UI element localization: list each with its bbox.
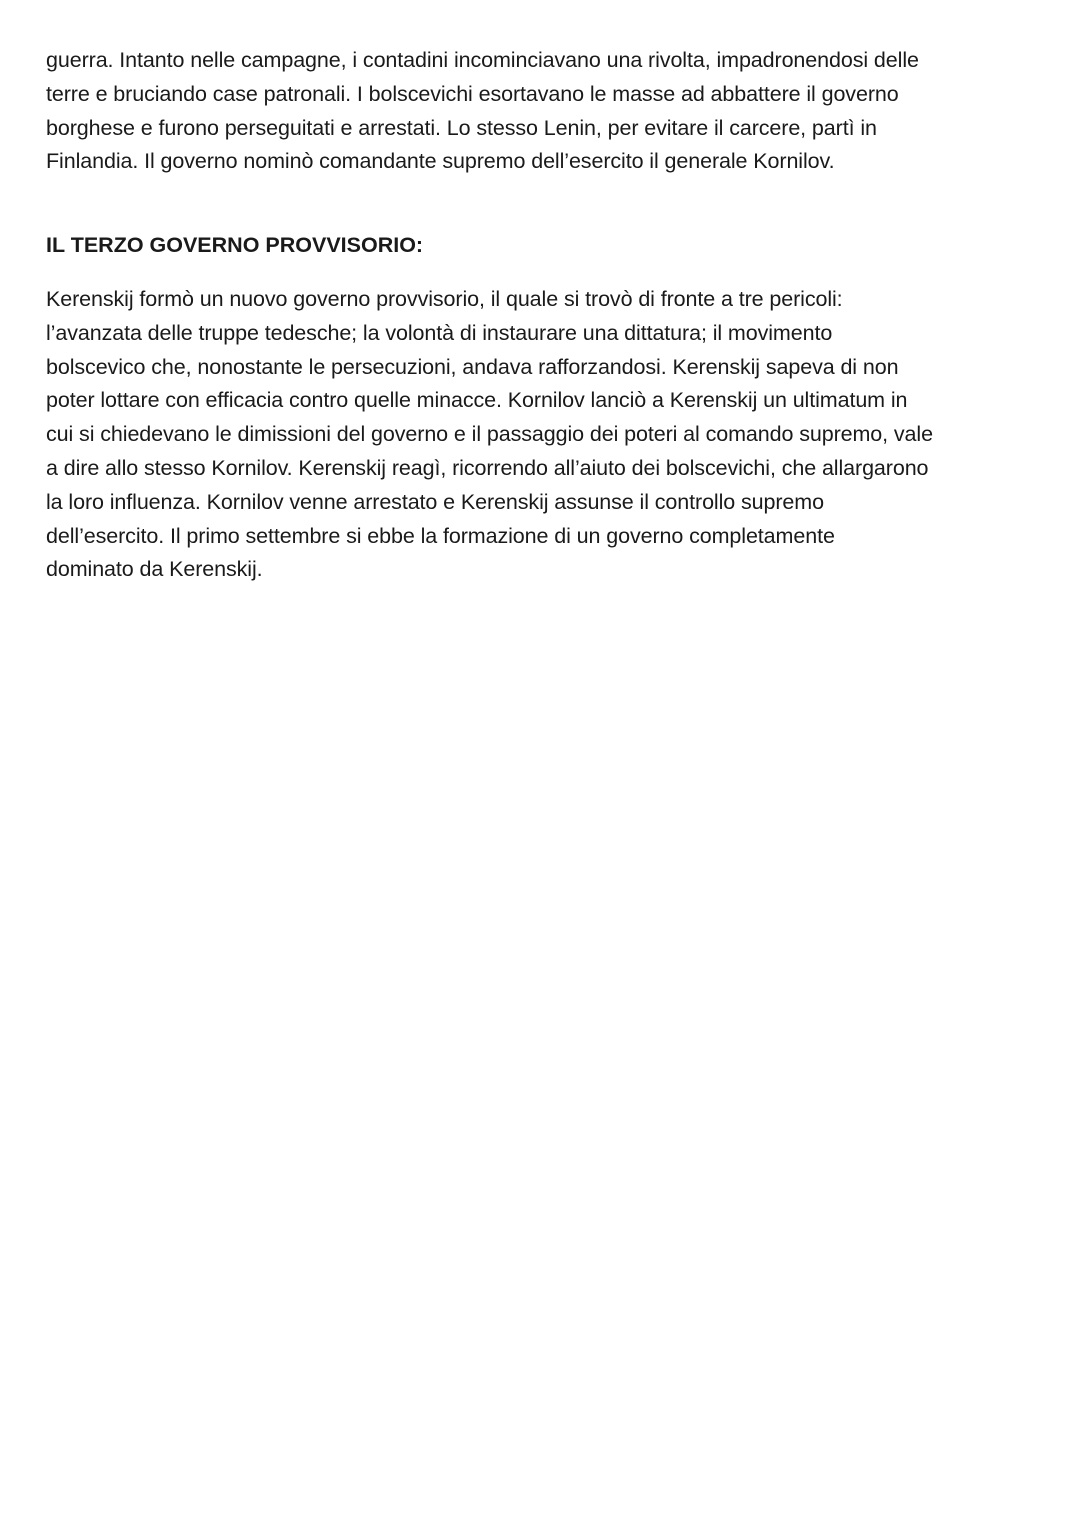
text-line: guerra. Intanto nelle campagne, i contadini incominciavano una rivolta, impadronendosi delle: [46, 48, 919, 72]
text-line: borghese e furono perseguitati e arrestati. Lo stesso Lenin, per evitare il carcere, partì in: [46, 115, 877, 140]
paragraph-terzo-governo: [46, 283, 1036, 587]
text-line: dominato da Kerenskij.: [46, 557, 263, 582]
text-line: Finlandia. Il governo nominò comandante supremo dell’esercito il generale Kornilov.: [46, 149, 835, 174]
text-line: bolscevico che, nonostante le persecuzioni, andava rafforzandosi. Kerenskij sapeva di non: [46, 354, 899, 379]
text-line: Kerenskij formò un nuovo governo provvisorio, il quale si trovò di fronte a tre pericoli:: [46, 286, 843, 311]
text-line: la loro influenza. Kornilov venne arrestato e Kerenskij assunse il controllo supremo: [46, 489, 824, 514]
text-line: dell’esercito. Il primo settembre si ebbe la formazione di un governo completamente: [46, 523, 835, 548]
section-heading: IL TERZO GOVERNO PROVVISORIO:: [46, 233, 424, 258]
paragraph-intro: [46, 44, 1036, 179]
document-body: [46, 44, 1036, 587]
text-line: l’avanzata delle truppe tedesche; la volontà di instaurare una dittatura; il movimento: [46, 320, 833, 345]
text-line: poter lottare con efficacia contro quelle minacce. Kornilov lanciò a Kerenskij un ultimatum in: [46, 388, 908, 413]
text-line: cui si chiedevano le dimissioni del governo e il passaggio dei poteri al comando supremo, vale: [46, 422, 933, 447]
text-line: terre e bruciando case patronali. I bolscevichi esortavano le masse ad abbattere il governo: [46, 81, 899, 106]
text-line: a dire allo stesso Kornilov. Kerenskij reagì, ricorrendo all’aiuto dei bolscevichi, che allargarono: [46, 455, 929, 480]
